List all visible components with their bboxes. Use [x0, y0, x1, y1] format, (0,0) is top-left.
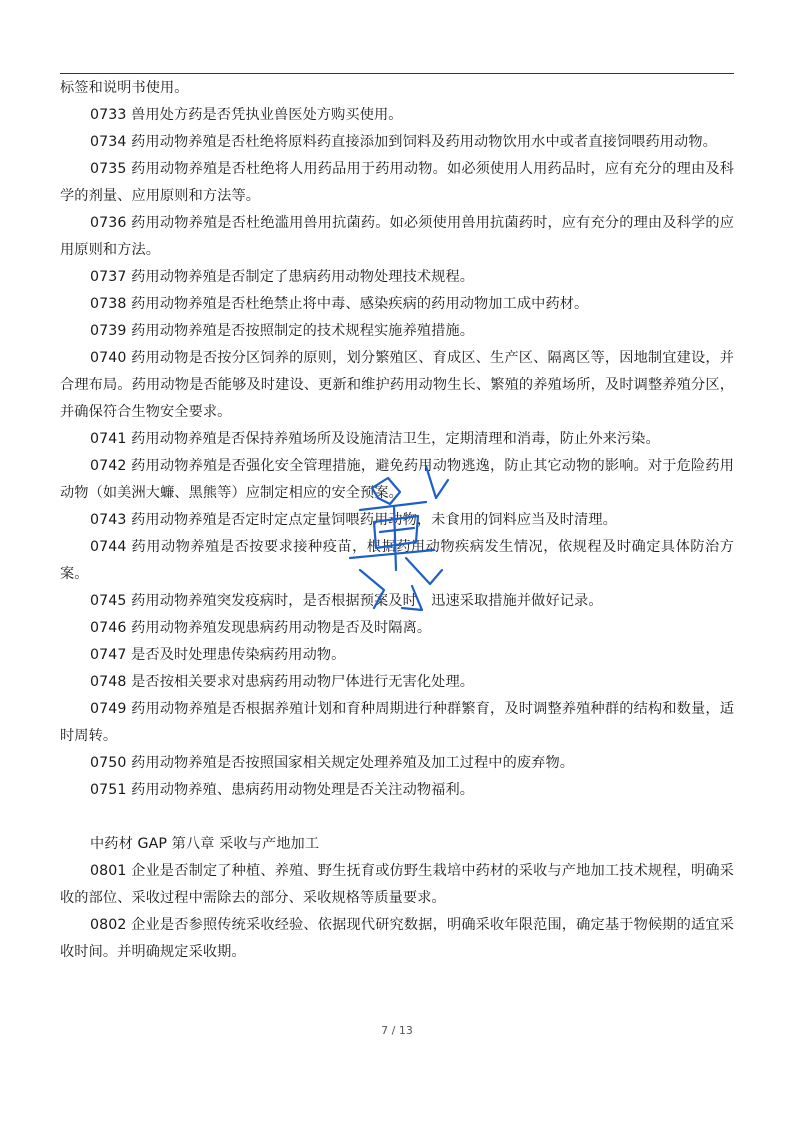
paragraph: 0733 兽用处方药是否凭执业兽医处方购买使用。: [90, 107, 403, 123]
chapter-heading: 中药材 GAP 第八章 采收与产地加工: [90, 836, 320, 852]
paragraph: 0742 药用动物养殖是否强化安全管理措施，避免药用动物逃逸，防止其它动物的影响。对于危险药用动物（如美洲大蠊、黑熊等）应制定相应的安全预案。: [60, 458, 734, 501]
paragraph: 0740 药用动物是否按分区饲养的原则，划分繁殖区、育成区、生产区、隔离区等，因地制宜建设，并合理布局。药用动物是否能够及时建设、更新和维护药用动物生长、繁殖的养殖场所，及时调整养殖分区，并确保符合生物安全要求。: [60, 350, 734, 420]
paragraph: 0736 药用动物养殖是否杜绝滥用兽用抗菌药。如必须使用兽用抗菌药时，应有充分的理由及科学的应用原则和方法。: [60, 215, 734, 258]
paragraph: 0741 药用动物养殖是否保持养殖场所及设施清洁卫生，定期清理和消毒，防止外来污染。: [90, 431, 660, 447]
paragraph: 0802 企业是否参照传统采收经验、依据现代研究数据，明确采收年限范围，确定基于物候期的适宜采收时间。并明确规定采收期。: [60, 917, 734, 960]
paragraph: 0737 药用动物养殖是否制定了患病药用动物处理技术规程。: [90, 269, 475, 285]
paragraph: 0750 药用动物养殖是否按照国家相关规定处理养殖及加工过程中的废弃物。: [90, 755, 575, 771]
chapter-paragraph-list: [60, 858, 734, 966]
paragraph: 0745 药用动物养殖突发疫病时，是否根据预案及时、迅速采取措施并做好记录。: [90, 593, 603, 609]
paragraph: 0735 药用动物养殖是否杜绝将人用药品用于药用动物。如必须使用人用药品时，应有充分的理由及科学的剂量、应用原则和方法等。: [60, 161, 734, 204]
paragraph: 0746 药用动物养殖发现患病药用动物是否及时隔离。: [90, 620, 432, 636]
page-number: 7 / 13: [381, 1024, 413, 1037]
paragraph: 0751 药用动物养殖、患病药用动物处理是否关注动物福利。: [90, 782, 475, 798]
header-rule: [60, 73, 734, 74]
paragraph: 0738 药用动物养殖是否杜绝禁止将中毒、感染疾病的药用动物加工成中药材。: [90, 296, 589, 312]
paragraph: 0749 药用动物养殖是否根据养殖计划和育种周期进行种群繁育，及时调整养殖种群的结构和数量，适时周转。: [60, 701, 734, 744]
paragraph: 0801 企业是否制定了种植、养殖、野生抚育或仿野生栽培中药材的采收与产地加工技术规程，明确采收的部位、采收过程中需除去的部分、采收规格等质量要求。: [60, 863, 734, 906]
paragraph-list: [60, 75, 734, 804]
document-body: [60, 75, 734, 966]
paragraph: 0739 药用动物养殖是否按照制定的技术规程实施养殖措施。: [90, 323, 475, 339]
paragraph: 0748 是否按相关要求对患病药用动物尸体进行无害化处理。: [90, 674, 475, 690]
paragraph: 0734 药用动物养殖是否杜绝将原料药直接添加到饲料及药用动物饮用水中或者直接饲喂药用动物。: [90, 134, 717, 150]
paragraph: 0747 是否及时处理患传染病药用动物。: [90, 647, 346, 663]
section-spacer: [60, 804, 734, 831]
paragraph: 0743 药用动物养殖是否定时定点定量饲喂药用动物，未食用的饲料应当及时清理。: [90, 512, 617, 528]
paragraph: 标签和说明书使用。: [60, 80, 189, 96]
paragraph: 0744 药用动物养殖是否按要求接种疫苗，根据药用动物疾病发生情况，依规程及时确定具体防治方案。: [60, 539, 734, 582]
